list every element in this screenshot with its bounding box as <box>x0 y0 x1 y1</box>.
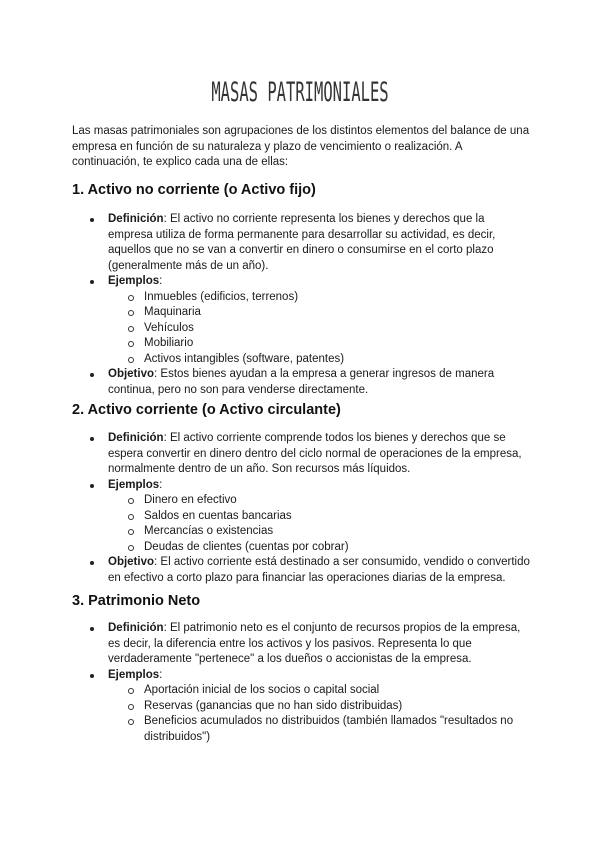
examples-item: Ejemplos: Dinero en efectivo Saldos en cuentas bancarias Mercancías o existencias Deudas de clientes (cuentas por cobrar) <box>72 478 532 556</box>
example-item: Beneficios acumulados no distribuidos (también llamados "resultados no distribuidos") <box>108 714 532 745</box>
example-item: Reservas (ganancias que no han sido distribuidas) <box>108 699 532 715</box>
objective-text: : Estos bienes ayudan a la empresa a generar ingresos de manera continua, pero no son para venderse directamente. <box>108 368 495 396</box>
example-item: Maquinaria <box>108 305 532 321</box>
examples-item: Ejemplos: Inmuebles (edificios, terrenos) Maquinaria Vehículos Mobiliario Activos intangibles (software, patentes) <box>72 274 532 367</box>
section-body <box>72 431 532 586</box>
example-item: Inmuebles (edificios, terrenos) <box>108 290 532 306</box>
page-title: MASAS PATRIMONIALES <box>211 76 389 108</box>
section-body <box>72 621 532 745</box>
definition-label: Definición <box>108 213 164 225</box>
objective-label: Objetivo <box>108 368 155 380</box>
examples-label: Ejemplos <box>108 668 160 681</box>
objective-text: : El activo corriente está destinado a ser consumido, vendido o convertido en efectivo a corto plazo para financiar las operaciones diarias de la empresa. <box>108 556 530 584</box>
example-item: Activos intangibles (software, patentes) <box>108 352 532 368</box>
example-item: Deudas de clientes (cuentas por cobrar) <box>108 540 532 556</box>
section-heading: 2. Activo corriente (o Activo circulante) <box>72 402 341 418</box>
section-heading: 3. Patrimonio Neto <box>72 593 201 609</box>
example-item: Vehículos <box>108 321 532 337</box>
objective-item <box>72 555 532 586</box>
definition-label: Definición <box>108 622 164 634</box>
examples-label: Ejemplos <box>108 275 160 287</box>
objective-label: Objetivo <box>108 556 155 568</box>
example-item: Aportación inicial de los socios o capital social <box>108 683 532 699</box>
definition-item <box>72 621 532 668</box>
intro-paragraph: Las masas patrimoniales son agrupaciones de los distintos elementos del balance de una empresa en función de su naturaleza y plazo de vencimiento o realización. A continuación, te explico cada una de ellas: <box>72 125 530 168</box>
example-item: Mercancías o existencias <box>108 524 532 540</box>
definition-item <box>72 431 532 478</box>
examples-item: Ejemplos: Aportación inicial de los socios o capital social Reservas (ganancias que no han sido distribuidas) Beneficios acumulados no distribuidos (también llamados "resultados no distribuidos") <box>72 668 532 746</box>
definition-text: : El activo corriente comprende todos los bienes y derechos que se espera convertir en dinero dentro del ciclo normal de operaciones de la empresa, normalmente dentro de un año. Son recursos más líquidos. <box>108 432 522 475</box>
definition-label: Definición <box>108 432 164 444</box>
definition-text: : El patrimonio neto es el conjunto de recursos propios de la empresa, es decir, la diferencia entre los activos y los pasivos. Representa lo que verdaderamente "pertenece" a los dueños o accionistas de la empresa. <box>108 622 521 665</box>
example-item: Saldos en cuentas bancarias <box>108 509 532 525</box>
section-body <box>72 212 532 398</box>
definition-item <box>72 212 532 274</box>
definition-text: : El activo no corriente representa los bienes y derechos que la empresa utiliza de forma permanente para desarrollar su actividad, es decir, aquellos que no se van a convertir en dinero o consumirse en el corto plazo (generalmente más de un año). <box>108 213 496 272</box>
examples-label: Ejemplos <box>108 478 160 491</box>
section-heading: 1. Activo no corriente (o Activo fijo) <box>72 182 316 198</box>
objective-item <box>72 367 532 398</box>
example-item: Mobiliario <box>108 336 532 352</box>
example-item: Dinero en efectivo <box>108 493 532 509</box>
